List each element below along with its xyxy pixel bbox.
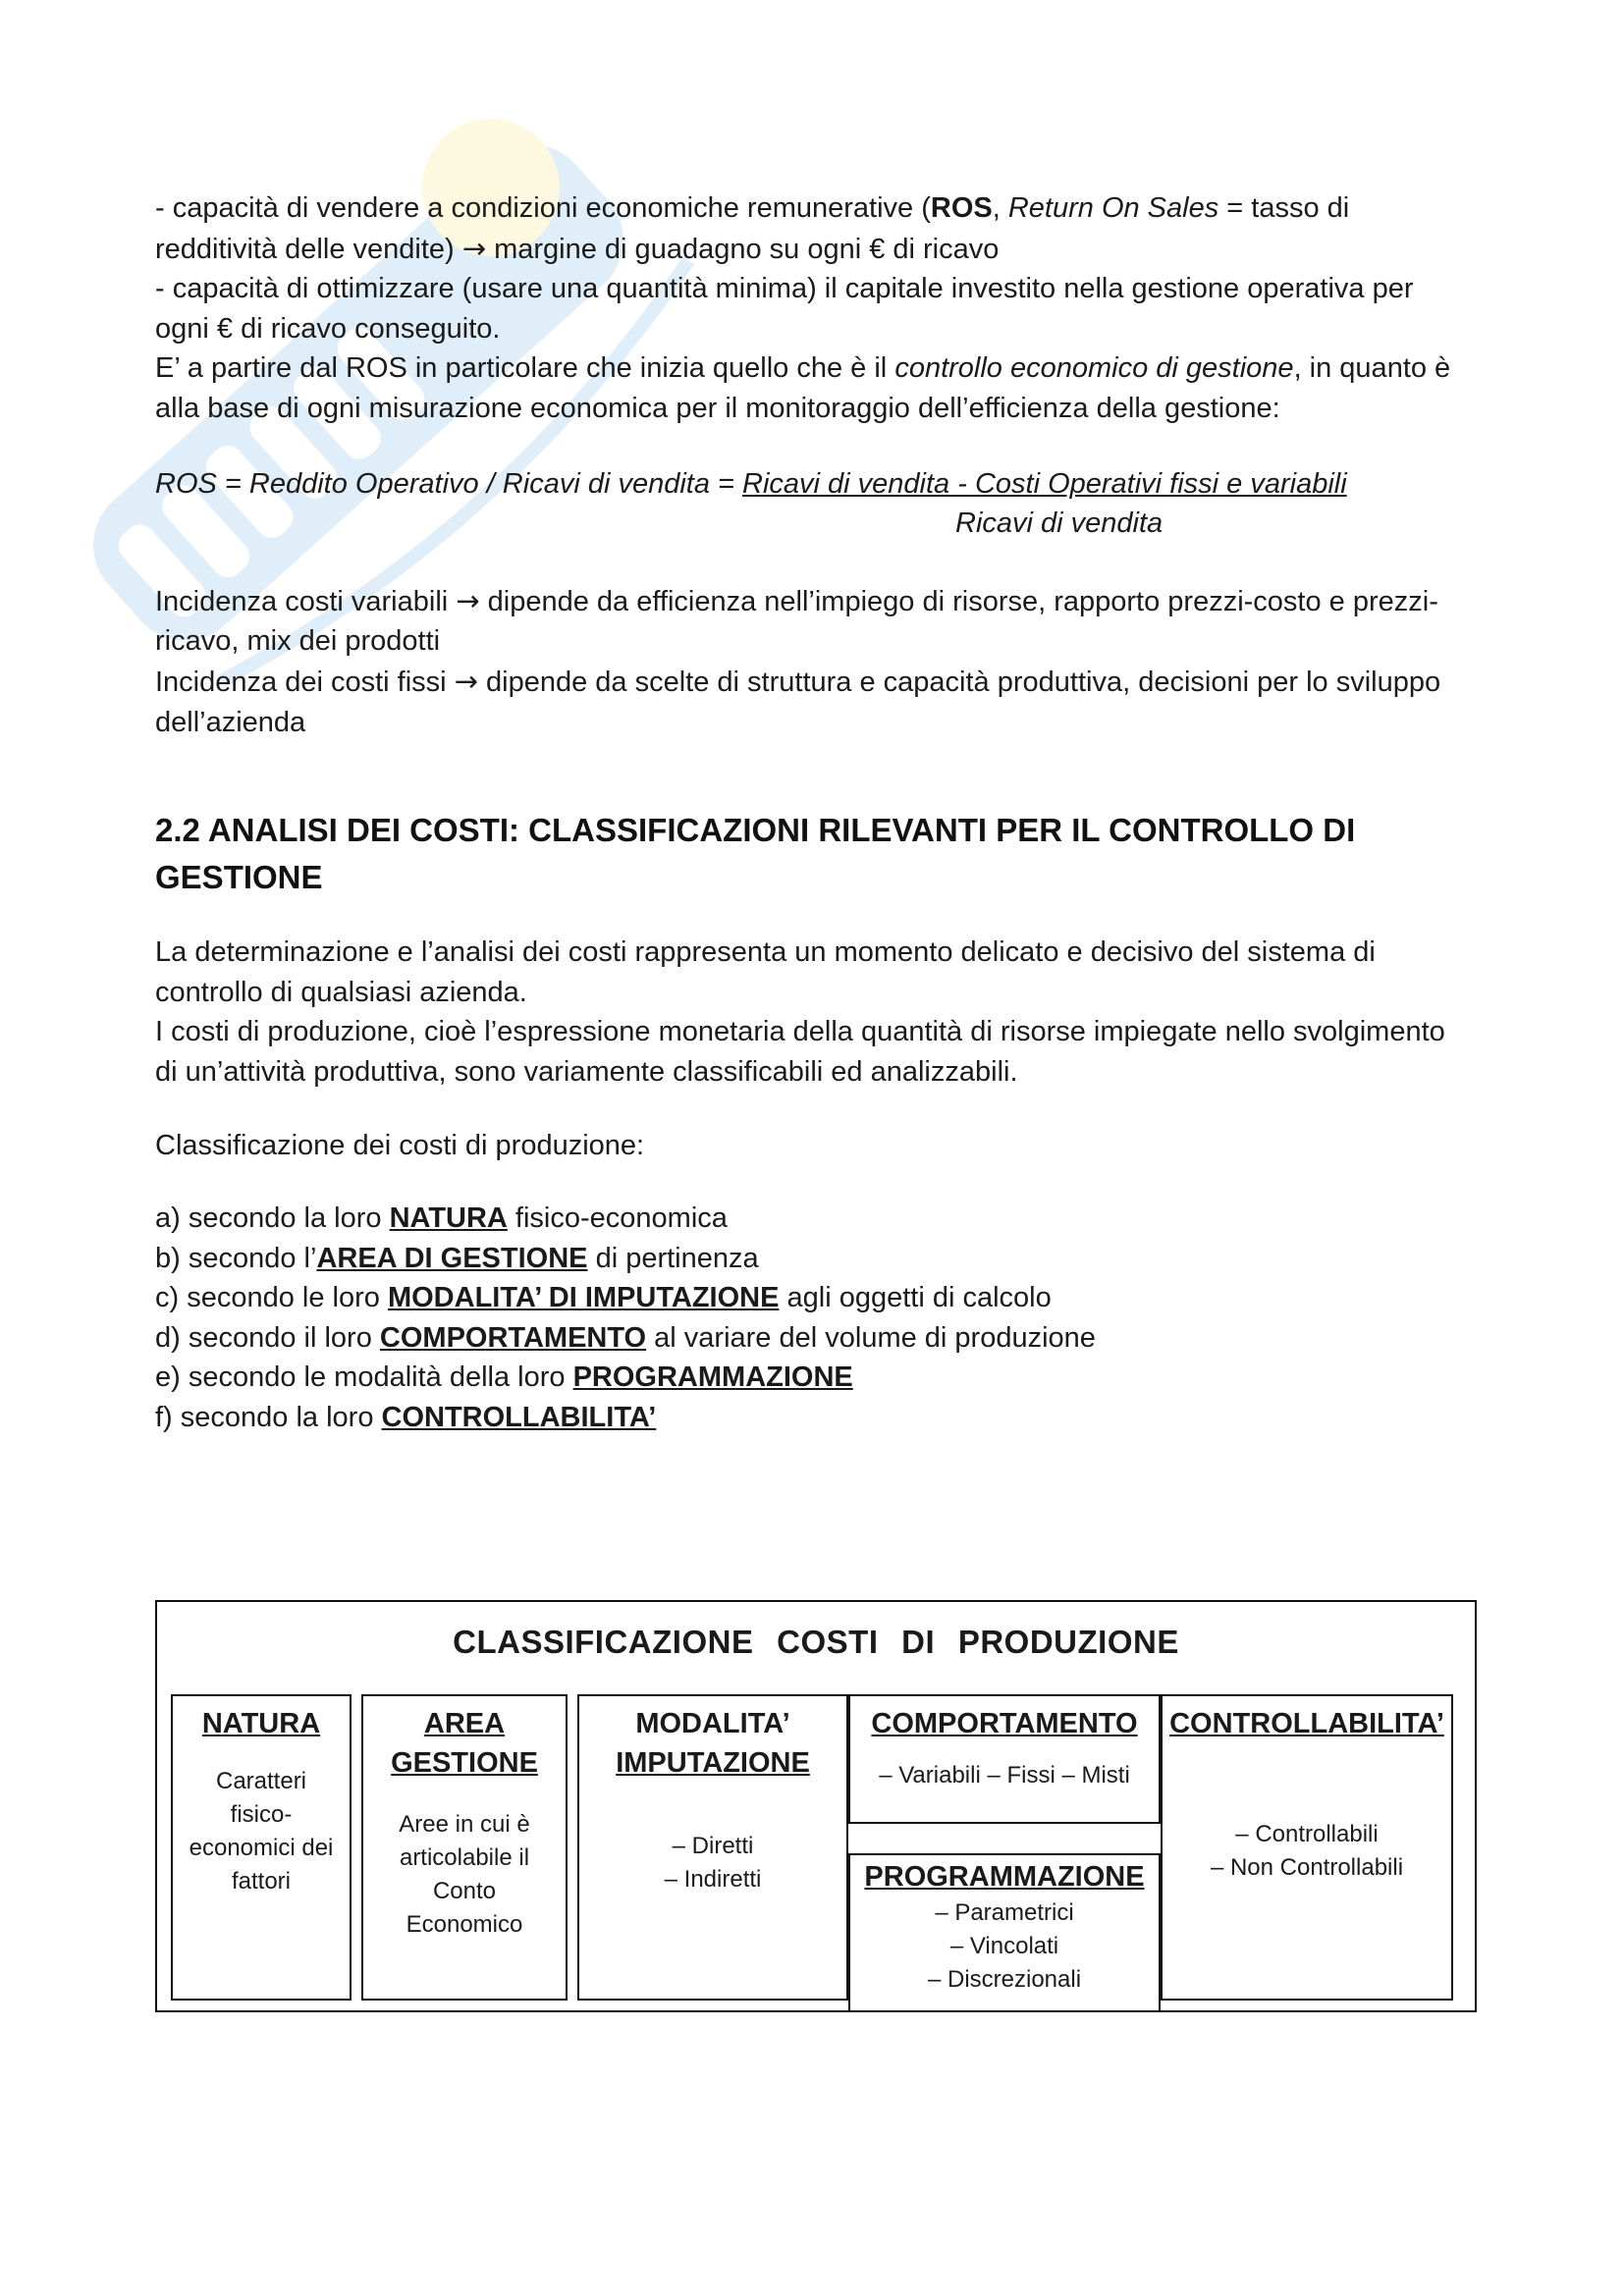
classification-key: MODALITA’ DI IMPUTAZIONE xyxy=(387,1282,780,1314)
box-area-gestione xyxy=(361,1694,568,2001)
paragraph-control: E’ a partire dal ROS in particolare che inizia quello che è il controllo economico di gestione, in quanto è alla base di ogni misurazione economica per il monitoraggio dell’efficienza della gestione: xyxy=(155,352,1451,424)
box-modalita-imputazione xyxy=(577,1694,848,2001)
classification-item: f) secondo la loro CONTROLLABILITA’ xyxy=(155,1402,657,1434)
classification-list xyxy=(155,1199,1471,1438)
box-controllabilita-body: – Controllabili – Non Controllabili xyxy=(1210,1821,1404,1881)
arrow-icon: → xyxy=(456,583,480,617)
classification-intro: Classificazione dei costi di produzione: xyxy=(155,1129,645,1161)
classification-key: COMPORTAMENTO xyxy=(379,1321,647,1354)
ros-denominator: Ricavi di vendita xyxy=(955,507,1164,540)
classification-item: c) secondo le loro MODALITA’ DI IMPUTAZIONE agli oggetti di calcolo xyxy=(155,1282,1052,1314)
paragraph-ros-capacity: - capacità di vendere a condizioni economiche remunerative (ROS, Return On Sales = tasso di redditività delle vendite) → margine di guadagno su ogni € di ricavo xyxy=(155,192,1350,265)
diagram-title: CLASSIFICAZIONE COSTI DI PRODUZIONE xyxy=(453,1624,1179,1660)
paragraph-fixed-costs: Incidenza dei costi fissi → dipende da scelte di struttura e capacità produttiva, decisioni per lo sviluppo dell’azienda xyxy=(155,664,1441,738)
box-comportamento-title: COMPORTAMENTO xyxy=(871,1708,1138,1739)
box-modalita-title: MODALITA’ IMPUTAZIONE xyxy=(616,1708,810,1779)
classification-item: d) secondo il loro COMPORTAMENTO al variare del volume di produzione xyxy=(155,1321,1096,1354)
box-controllabilita xyxy=(1161,1694,1453,2001)
arrow-icon: → xyxy=(461,231,487,265)
paragraph-intro-1: La determinazione e l’analisi dei costi rappresenta un momento delicato e decisivo del sistema di controllo di qualsiasi azienda. xyxy=(155,936,1376,1008)
box-programmazione-body: – Parametrici – Vincolati – Discrezionali xyxy=(927,1899,1082,1993)
classification-diagram xyxy=(155,1600,1477,2012)
classification-key: AREA DI GESTIONE xyxy=(316,1242,588,1274)
box-comportamento xyxy=(848,1694,1161,1824)
body-text xyxy=(155,188,1471,1438)
paragraph-capital: - capacità di ottimizzare (usare una quantità minima) il capitale investito nella gestione operativa per ogni € di ricavo conseguito. xyxy=(155,273,1414,345)
box-comportamento-body: – Variabili – Fissi – Misti xyxy=(879,1762,1130,1789)
arrow-icon: → xyxy=(454,664,478,698)
ros-numerator: Ricavi di vendita - Costi Operativi fissi e variabili xyxy=(742,467,1347,500)
classification-key: NATURA xyxy=(389,1202,508,1235)
box-modalita-body: – Diretti – Indiretti xyxy=(664,1833,762,1893)
classification-item: e) secondo le modalità della loro PROGRAMMAZIONE xyxy=(155,1362,853,1394)
paragraph-variable-costs: Incidenza costi variabili → dipende da efficienza nell’impiego di risorse, rapporto prezzi-costo e prezzi-ricavo, mix dei prodotti xyxy=(155,583,1438,658)
section-heading: 2.2 ANALISI DEI COSTI: CLASSIFICAZIONI RILEVANTI PER IL CONTROLLO DI GESTIONE xyxy=(155,812,1356,896)
box-programmazione-title: PROGRAMMAZIONE xyxy=(864,1861,1145,1893)
box-area-title: AREA GESTIONE xyxy=(391,1708,538,1779)
box-natura-title: NATURA xyxy=(201,1708,321,1739)
classification-key: PROGRAMMAZIONE xyxy=(572,1362,853,1394)
paragraph-intro-2: I costi di produzione, cioè l’espressione monetaria della quantità di risorse impiegate nello svolgimento di un’attività produttiva, sono variamente classificabili ed analizzabili. xyxy=(155,1016,1445,1088)
classification-key: CONTROLLABILITA’ xyxy=(381,1402,657,1434)
ros-formula: ROS = Reddito Operativo / Ricavi di vendita = Ricavi di vendita - Costi Operativi fissi e variabili xyxy=(155,467,1347,500)
box-natura xyxy=(171,1694,352,2001)
box-controllabilita-title: CONTROLLABILITA’ xyxy=(1169,1708,1444,1739)
box-area-body: Aree in cui è articolabile il Conto Economico xyxy=(399,1811,530,1938)
box-natura-body: Caratteri fisico- economici dei fattori xyxy=(189,1768,334,1895)
classification-item: b) secondo l’AREA DI GESTIONE di pertinenza xyxy=(155,1242,759,1274)
box-programmazione xyxy=(848,1853,1161,2012)
classification-item: a) secondo la loro NATURA fisico-economica xyxy=(155,1202,728,1235)
